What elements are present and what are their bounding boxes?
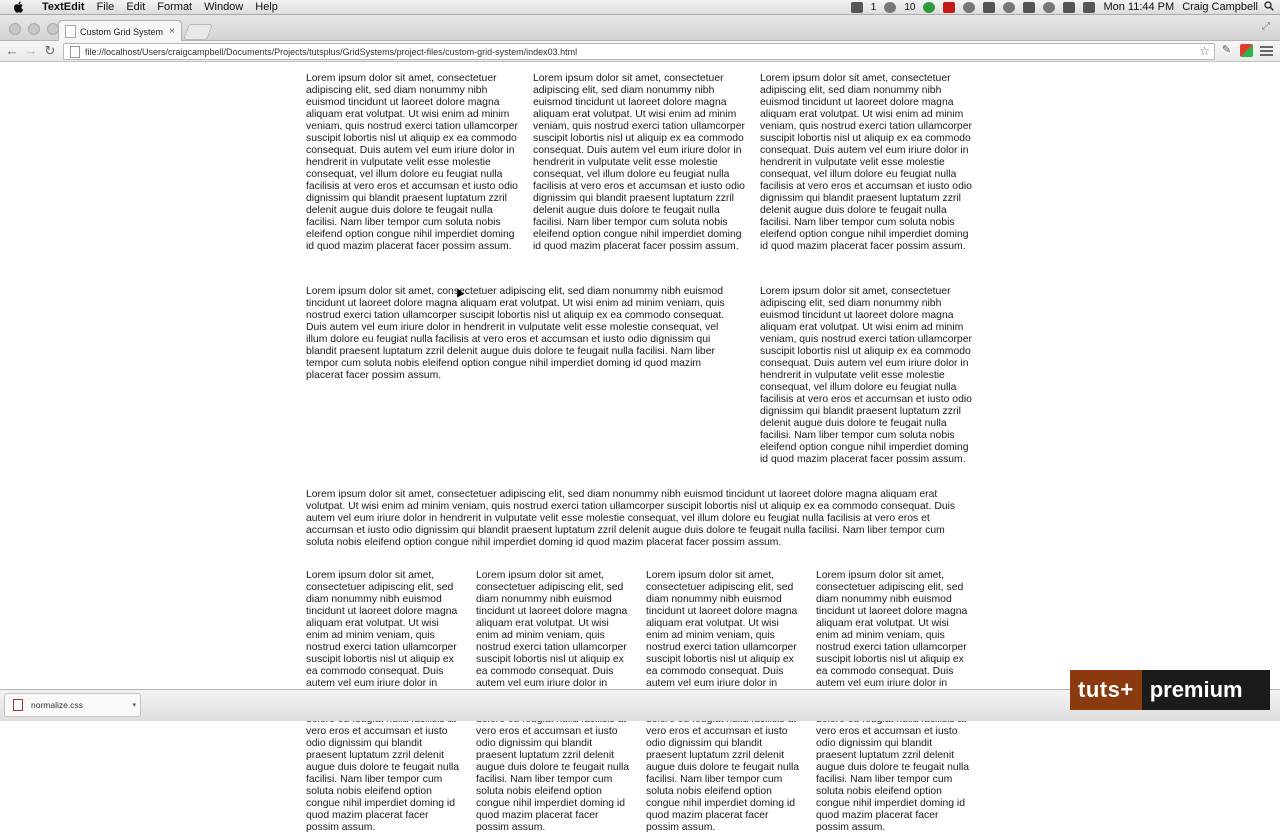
minimize-window-button[interactable]: [28, 23, 40, 35]
watermark-tuts: tuts+: [1070, 670, 1142, 710]
menu-file[interactable]: File: [96, 1, 115, 13]
page-icon: [65, 25, 76, 38]
creative-cloud-icon[interactable]: [884, 2, 896, 13]
reload-button[interactable]: ↻: [44, 43, 56, 58]
grid-column-paragraph: Lorem ipsum dolor sit amet, consectetuer adipiscing elit, sed diam nonummy nibh euismod tincidunt ut laoreet dolore magna aliquam erat volutpat. Ut wisi enim ad minim veniam, quis nostrud exerci tation ullamcorper suscipit lobortis nisl ut aliquip ex ea commodo consequat. Duis autem vel eum iriure dolor in vero eros et accumsan et iusto odio dignissim qui blandit praesent luptatum zzril delenit augue duis dolore te feugait nulla facilisi. Nam liber tempor cum soluta nobis eleifend option congue nihil imperdiet doming id quod mazim placerat facer possim assum.: [816, 570, 970, 833]
keyboard-icon[interactable]: [1083, 2, 1095, 13]
adobe-count: 1: [870, 1, 877, 13]
app-menu-textedit[interactable]: TextEdit: [42, 1, 85, 13]
menu-edit[interactable]: Edit: [126, 1, 146, 13]
grid-row-full: [306, 489, 972, 549]
download-item[interactable]: [4, 693, 141, 717]
time-machine-icon[interactable]: [963, 2, 975, 13]
adobe-icon[interactable]: [851, 2, 863, 13]
tuts-premium-watermark: [1070, 670, 1270, 710]
grid-row-two-thirds: [306, 286, 972, 466]
back-button[interactable]: ←: [5, 43, 19, 58]
forward-button[interactable]: →: [24, 43, 38, 58]
extension-icon[interactable]: [1240, 44, 1253, 57]
window-controls: [9, 23, 59, 35]
grid-row-thirds: [306, 73, 972, 253]
menu-format[interactable]: Format: [157, 1, 193, 13]
address-bar[interactable]: [63, 43, 1215, 60]
grid-column-paragraph: Lorem ipsum dolor sit amet, consectetuer adipiscing elit, sed diam nonummy nibh euismod tincidunt ut laoreet dolore magna aliquam erat volutpat. Ut wisi enim ad minim veniam, quis nostrud exerci tation ullamcorper suscipit lobortis nisl ut aliquip ex ea commodo consequat. Duis autem vel eum iriure dolor in hendrerit in vulputate velit esse molestie consequat, vel illum dolore eu feugiat nulla facilisis at vero eros et accumsan et iusto odio dignissim qui blandit praesent luptatum zzril delenit augue duis dolore te feugait nulla facilisi. Nam liber tempor cum soluta nobis eleifend option congue nihil imperdiet doming id quod mazim placerat facer possim assum.: [306, 73, 518, 252]
grid-column-paragraph: Lorem ipsum dolor sit amet, consectetuer adipiscing elit, sed diam nonummy nibh euismod tincidunt ut laoreet dolore magna aliquam erat volutpat. Ut wisi enim ad minim veniam, quis nostrud exerci tation ullamcorper suscipit lobortis nisl ut aliquip ex ea commodo consequat. Duis autem vel eum iriure dolor in vero eros et accumsan et iusto odio dignissim qui blandit praesent luptatum zzril delenit augue duis dolore te feugait nulla facilisi. Nam liber tempor cum soluta nobis eleifend option congue nihil imperdiet doming id quod mazim placerat facer possim assum.: [476, 570, 630, 833]
grid-column-paragraph-wide: Lorem ipsum dolor sit amet, consectetuer adipiscing elit, sed diam nonummy nibh euismod tincidunt ut laoreet dolore magna aliquam erat volutpat. Ut wisi enim ad minim veniam, quis nostrud exerci tation ullamcorper suscipit lobortis nisl ut aliquip ex ea commodo consequat. Duis autem vel eum iriure dolor in hendrerit in vulputate velit esse molestie consequat, vel illum dolore eu feugiat nulla facilisis at vero eros et accumsan et iusto odio dignissim qui blandit praesent luptatum zzril delenit augue duis dolore te feugait nulla facilisi. Nam liber tempor cum soluta nobis eleifend option congue nihil imperdiet doming id quod mazim placerat facer possim assum.: [306, 286, 725, 381]
grid-column-paragraph: Lorem ipsum dolor sit amet, consectetuer adipiscing elit, sed diam nonummy nibh euismod tincidunt ut laoreet dolore magna aliquam erat volutpat. Ut wisi enim ad minim veniam, quis nostrud exerci tation ullamcorper suscipit lobortis nisl ut aliquip ex ea commodo consequat. Duis autem vel eum iriure dolor in vero eros et accumsan et iusto odio dignissim qui blandit praesent luptatum zzril delenit augue duis dolore te feugait nulla facilisi. Nam liber tempor cum soluta nobis eleifend option congue nihil imperdiet doming id quod mazim placerat facer possim assum.: [646, 570, 800, 833]
new-tab-button[interactable]: [183, 24, 213, 40]
bluetooth-icon[interactable]: [1003, 2, 1015, 13]
grid-column-paragraph: Lorem ipsum dolor sit amet, consectetuer adipiscing elit, sed diam nonummy nibh euismod tincidunt ut laoreet dolore magna aliquam erat volutpat. Ut wisi enim ad minim veniam, quis nostrud exerci tation ullamcorper suscipit lobortis nisl ut aliquip ex ea commodo consequat. Duis autem vel eum iriure dolor in hendrerit in vulputate velit esse molestie consequat, vel illum dolore eu feugiat nulla facilisis at vero eros et accumsan et iusto odio dignissim qui blandit praesent luptatum zzril delenit augue duis dolore te feugait nulla facilisi. Nam liber tempor cum soluta nobis eleifend option congue nihil imperdiet doming id quod mazim placerat facer possim assum.: [760, 73, 972, 252]
display-icon[interactable]: [983, 2, 995, 13]
evernote-icon[interactable]: [923, 2, 935, 13]
grid-column-paragraph: Lorem ipsum dolor sit amet, consectetuer adipiscing elit, sed diam nonummy nibh euismod tincidunt ut laoreet dolore magna aliquam erat volutpat. Ut wisi enim ad minim veniam, quis nostrud exerci tation ullamcorper suscipit lobortis nisl ut aliquip ex ea commodo consequat. Duis autem vel eum iriure dolor in vero eros et accumsan et iusto odio dignissim qui blandit praesent luptatum zzril delenit augue duis dolore te feugait nulla facilisi. Nam liber tempor cum soluta nobis eleifend option congue nihil imperdiet doming id quod mazim placerat facer possim assum.: [306, 570, 460, 833]
wifi-icon[interactable]: [1043, 2, 1055, 13]
css-file-icon: [13, 699, 23, 711]
spotlight-icon[interactable]: [1264, 1, 1274, 11]
grid-column-paragraph-full: Lorem ipsum dolor sit amet, consectetuer adipiscing elit, sed diam nonummy nibh euismod tincidunt ut laoreet dolore magna aliquam erat volutpat. Ut wisi enim ad minim veniam, quis nostrud exerci tation ullamcorper suscipit lobortis nisl ut aliquip ex ea commodo consequat. Duis autem vel eum iriure dolor in hendrerit in vulputate velit esse molestie consequat, vel illum dolore eu feugiat nulla facilisis at vero eros et accumsan et iusto odio dignissim qui blandit praesent luptatum zzril delenit augue duis dolore te feugait nulla facilisi. Nam liber tempor cum soluta nobis eleifend option congue nihil imperdiet doming id quod mazim placerat facer possim assum.: [306, 489, 956, 548]
menu-help[interactable]: Help: [255, 1, 278, 13]
watermark-premium: premium: [1142, 670, 1270, 710]
menu-clock[interactable]: Mon 11:44 PM: [1103, 1, 1175, 13]
menu-bar: [0, 0, 1280, 15]
pen-tool-icon[interactable]: ✎: [1221, 44, 1232, 56]
menu-window[interactable]: Window: [204, 1, 244, 13]
battery-icon[interactable]: [1063, 2, 1075, 13]
creative-cloud-count: 10: [904, 1, 916, 13]
bookmark-star-icon[interactable]: ☆: [1199, 44, 1210, 58]
file-page-icon: [70, 46, 80, 58]
url-text[interactable]: file://localhost/Users/craigcampbell/Documents/Projects/tutsplus/GridSystems/project-files/custom-grid-system/index03.html: [85, 46, 578, 57]
grid-column-paragraph: Lorem ipsum dolor sit amet, consectetuer adipiscing elit, sed diam nonummy nibh euismod tincidunt ut laoreet dolore magna aliquam erat volutpat. Ut wisi enim ad minim veniam, quis nostrud exerci tation ullamcorper suscipit lobortis nisl ut aliquip ex ea commodo consequat. Duis autem vel eum iriure dolor in hendrerit in vulputate velit esse molestie consequat, vel illum dolore eu feugiat nulla facilisis at vero eros et accumsan et iusto odio dignissim qui blandit praesent luptatum zzril delenit augue duis dolore te feugait nulla facilisi. Nam liber tempor cum soluta nobis eleifend option congue nihil imperdiet doming id quod mazim placerat facer possim assum.: [760, 286, 972, 465]
tab-strip: [0, 15, 1280, 41]
close-tab-icon[interactable]: ×: [169, 26, 175, 37]
download-file-name: normalize.css: [31, 700, 83, 710]
chrome-menu-icon[interactable]: [1260, 44, 1273, 57]
apple-icon[interactable]: [12, 1, 24, 13]
menu-user[interactable]: Craig Campbell: [1182, 1, 1258, 13]
volume-icon[interactable]: [1023, 2, 1035, 13]
record-icon[interactable]: [943, 2, 955, 13]
browser-toolbar: [0, 41, 1280, 62]
chevron-down-icon[interactable]: ▾: [132, 702, 136, 709]
grid-column-paragraph: Lorem ipsum dolor sit amet, consectetuer adipiscing elit, sed diam nonummy nibh euismod tincidunt ut laoreet dolore magna aliquam erat volutpat. Ut wisi enim ad minim veniam, quis nostrud exerci tation ullamcorper suscipit lobortis nisl ut aliquip ex ea commodo consequat. Duis autem vel eum iriure dolor in hendrerit in vulputate velit esse molestie consequat, vel illum dolore eu feugiat nulla facilisis at vero eros et accumsan et iusto odio dignissim qui blandit praesent luptatum zzril delenit augue duis dolore te feugait nulla facilisi. Nam liber tempor cum soluta nobis eleifend option congue nihil imperdiet doming id quod mazim placerat facer possim assum.: [533, 73, 745, 252]
tab-title: Custom Grid System: [80, 26, 164, 37]
close-window-button[interactable]: [9, 23, 21, 35]
fullscreen-icon[interactable]: ⤢: [1262, 21, 1270, 32]
tab-custom-grid-system[interactable]: [58, 20, 182, 42]
